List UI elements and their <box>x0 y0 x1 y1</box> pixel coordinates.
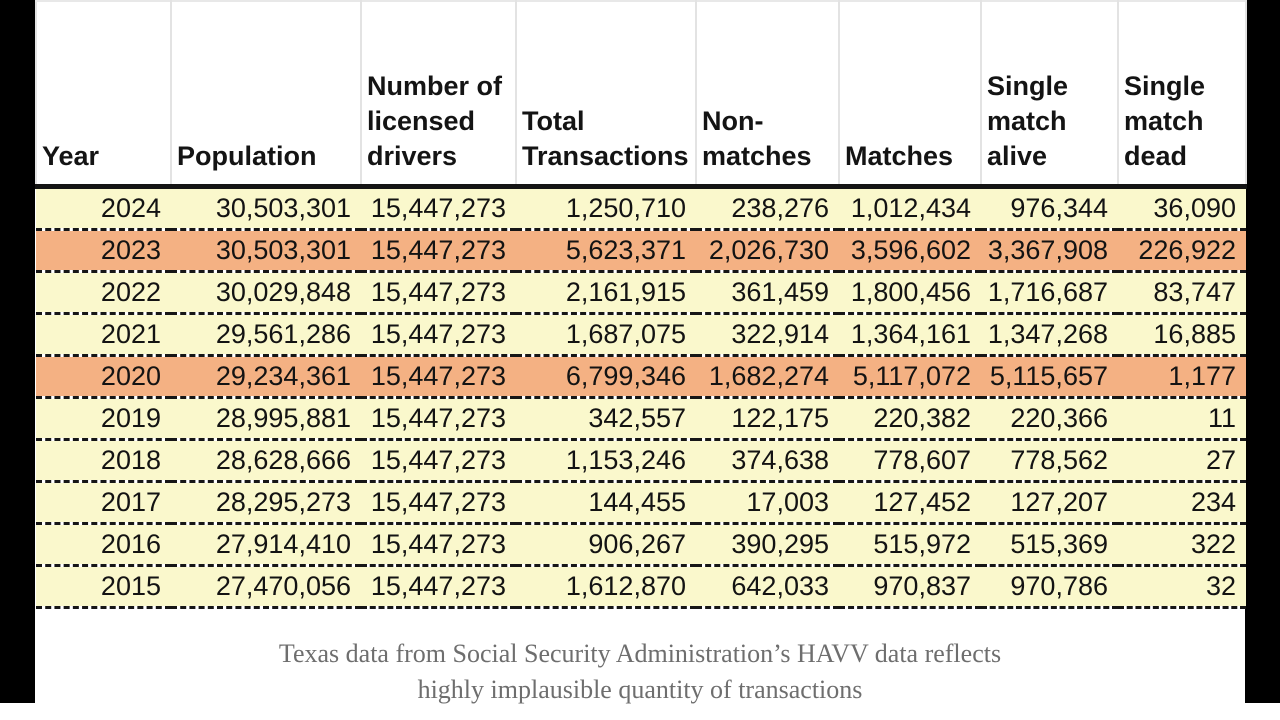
cell-population-2023: 30,503,301 <box>171 230 361 272</box>
cell-matches-2017: 127,452 <box>839 482 981 524</box>
cell-non-matches-2018: 374,638 <box>696 440 839 482</box>
column-header-single-match-alive: Single match alive <box>981 1 1118 187</box>
table-row-2021 <box>36 314 1246 356</box>
header-row <box>36 1 1246 187</box>
cell-number-of-licensed-drivers-2018: 15,447,273 <box>361 440 516 482</box>
cell-non-matches-2021: 322,914 <box>696 314 839 356</box>
cell-population-2015: 27,470,056 <box>171 566 361 608</box>
table-row-2023 <box>36 230 1246 272</box>
cell-single-match-dead-2020: 1,177 <box>1118 356 1246 398</box>
cell-total-transactions-2017: 144,455 <box>516 482 696 524</box>
cell-total-transactions-2016: 906,267 <box>516 524 696 566</box>
table-row-2024 <box>36 187 1246 230</box>
table-row-2020 <box>36 356 1246 398</box>
cell-single-match-alive-2016: 515,369 <box>981 524 1118 566</box>
cell-non-matches-2017: 17,003 <box>696 482 839 524</box>
cell-single-match-dead-2018: 27 <box>1118 440 1246 482</box>
cell-matches-2022: 1,800,456 <box>839 272 981 314</box>
column-header-single-match-dead: Single match dead <box>1118 1 1246 187</box>
cell-year-2023: 2023 <box>36 230 171 272</box>
cell-matches-2023: 3,596,602 <box>839 230 981 272</box>
column-header-non-matches: Non-matches <box>696 1 839 187</box>
cell-non-matches-2022: 361,459 <box>696 272 839 314</box>
caption-line-2: highly implausible quantity of transactions <box>417 675 863 705</box>
cell-matches-2021: 1,364,161 <box>839 314 981 356</box>
cell-non-matches-2015: 642,033 <box>696 566 839 608</box>
cell-single-match-dead-2024: 36,090 <box>1118 187 1246 230</box>
cell-population-2021: 29,561,286 <box>171 314 361 356</box>
cell-total-transactions-2015: 1,612,870 <box>516 566 696 608</box>
cell-single-match-alive-2020: 5,115,657 <box>981 356 1118 398</box>
cell-single-match-alive-2021: 1,347,268 <box>981 314 1118 356</box>
cell-number-of-licensed-drivers-2019: 15,447,273 <box>361 398 516 440</box>
table-row-2015 <box>36 566 1246 608</box>
cell-year-2018: 2018 <box>36 440 171 482</box>
cell-year-2024: 2024 <box>36 187 171 230</box>
cell-population-2020: 29,234,361 <box>171 356 361 398</box>
cell-number-of-licensed-drivers-2024: 15,447,273 <box>361 187 516 230</box>
cell-population-2019: 28,995,881 <box>171 398 361 440</box>
cell-year-2021: 2021 <box>36 314 171 356</box>
table-row-2018 <box>36 440 1246 482</box>
column-header-total-transactions: Total Transactions <box>516 1 696 187</box>
cell-population-2018: 28,628,666 <box>171 440 361 482</box>
column-header-matches: Matches <box>839 1 981 187</box>
cell-year-2019: 2019 <box>36 398 171 440</box>
table-row-2016 <box>36 524 1246 566</box>
cell-single-match-alive-2017: 127,207 <box>981 482 1118 524</box>
cell-single-match-dead-2021: 16,885 <box>1118 314 1246 356</box>
cell-number-of-licensed-drivers-2016: 15,447,273 <box>361 524 516 566</box>
cell-number-of-licensed-drivers-2017: 15,447,273 <box>361 482 516 524</box>
table-caption <box>0 636 1280 709</box>
cell-single-match-dead-2016: 322 <box>1118 524 1246 566</box>
column-header-number-of-licensed-drivers: Number of licensed drivers <box>361 1 516 187</box>
cell-number-of-licensed-drivers-2022: 15,447,273 <box>361 272 516 314</box>
right-black-bar <box>1245 0 1280 703</box>
cell-total-transactions-2021: 1,687,075 <box>516 314 696 356</box>
table-row-2022 <box>36 272 1246 314</box>
cell-non-matches-2019: 122,175 <box>696 398 839 440</box>
cell-year-2015: 2015 <box>36 566 171 608</box>
cell-matches-2016: 515,972 <box>839 524 981 566</box>
table-row-2017 <box>36 482 1246 524</box>
havv-data-table <box>35 0 1247 609</box>
cell-population-2016: 27,914,410 <box>171 524 361 566</box>
cell-single-match-dead-2022: 83,747 <box>1118 272 1246 314</box>
cell-non-matches-2016: 390,295 <box>696 524 839 566</box>
cell-year-2017: 2017 <box>36 482 171 524</box>
column-header-year: Year <box>36 1 171 187</box>
table-row-2019 <box>36 398 1246 440</box>
cell-single-match-dead-2023: 226,922 <box>1118 230 1246 272</box>
cell-single-match-alive-2018: 778,562 <box>981 440 1118 482</box>
cell-non-matches-2023: 2,026,730 <box>696 230 839 272</box>
cell-single-match-alive-2019: 220,366 <box>981 398 1118 440</box>
cell-non-matches-2020: 1,682,274 <box>696 356 839 398</box>
column-header-population: Population <box>171 1 361 187</box>
cell-total-transactions-2020: 6,799,346 <box>516 356 696 398</box>
cell-number-of-licensed-drivers-2015: 15,447,273 <box>361 566 516 608</box>
cell-total-transactions-2024: 1,250,710 <box>516 187 696 230</box>
cell-total-transactions-2019: 342,557 <box>516 398 696 440</box>
cell-matches-2019: 220,382 <box>839 398 981 440</box>
cell-total-transactions-2023: 5,623,371 <box>516 230 696 272</box>
cell-single-match-alive-2023: 3,367,908 <box>981 230 1118 272</box>
cell-number-of-licensed-drivers-2020: 15,447,273 <box>361 356 516 398</box>
cell-single-match-alive-2024: 976,344 <box>981 187 1118 230</box>
cell-total-transactions-2018: 1,153,246 <box>516 440 696 482</box>
cell-matches-2018: 778,607 <box>839 440 981 482</box>
cell-matches-2024: 1,012,434 <box>839 187 981 230</box>
cell-population-2022: 30,029,848 <box>171 272 361 314</box>
cell-non-matches-2024: 238,276 <box>696 187 839 230</box>
left-black-bar <box>0 0 35 703</box>
cell-year-2020: 2020 <box>36 356 171 398</box>
cell-number-of-licensed-drivers-2021: 15,447,273 <box>361 314 516 356</box>
cell-population-2017: 28,295,273 <box>171 482 361 524</box>
cell-single-match-dead-2015: 32 <box>1118 566 1246 608</box>
cell-single-match-dead-2019: 11 <box>1118 398 1246 440</box>
cell-single-match-alive-2022: 1,716,687 <box>981 272 1118 314</box>
cell-single-match-dead-2017: 234 <box>1118 482 1246 524</box>
cell-single-match-alive-2015: 970,786 <box>981 566 1118 608</box>
cell-number-of-licensed-drivers-2023: 15,447,273 <box>361 230 516 272</box>
cell-year-2022: 2022 <box>36 272 171 314</box>
caption-line-1: Texas data from Social Security Administration’s HAVV data reflects <box>278 639 1002 668</box>
cell-matches-2020: 5,117,072 <box>839 356 981 398</box>
cell-year-2016: 2016 <box>36 524 171 566</box>
cell-population-2024: 30,503,301 <box>171 187 361 230</box>
cell-matches-2015: 970,837 <box>839 566 981 608</box>
cell-total-transactions-2022: 2,161,915 <box>516 272 696 314</box>
